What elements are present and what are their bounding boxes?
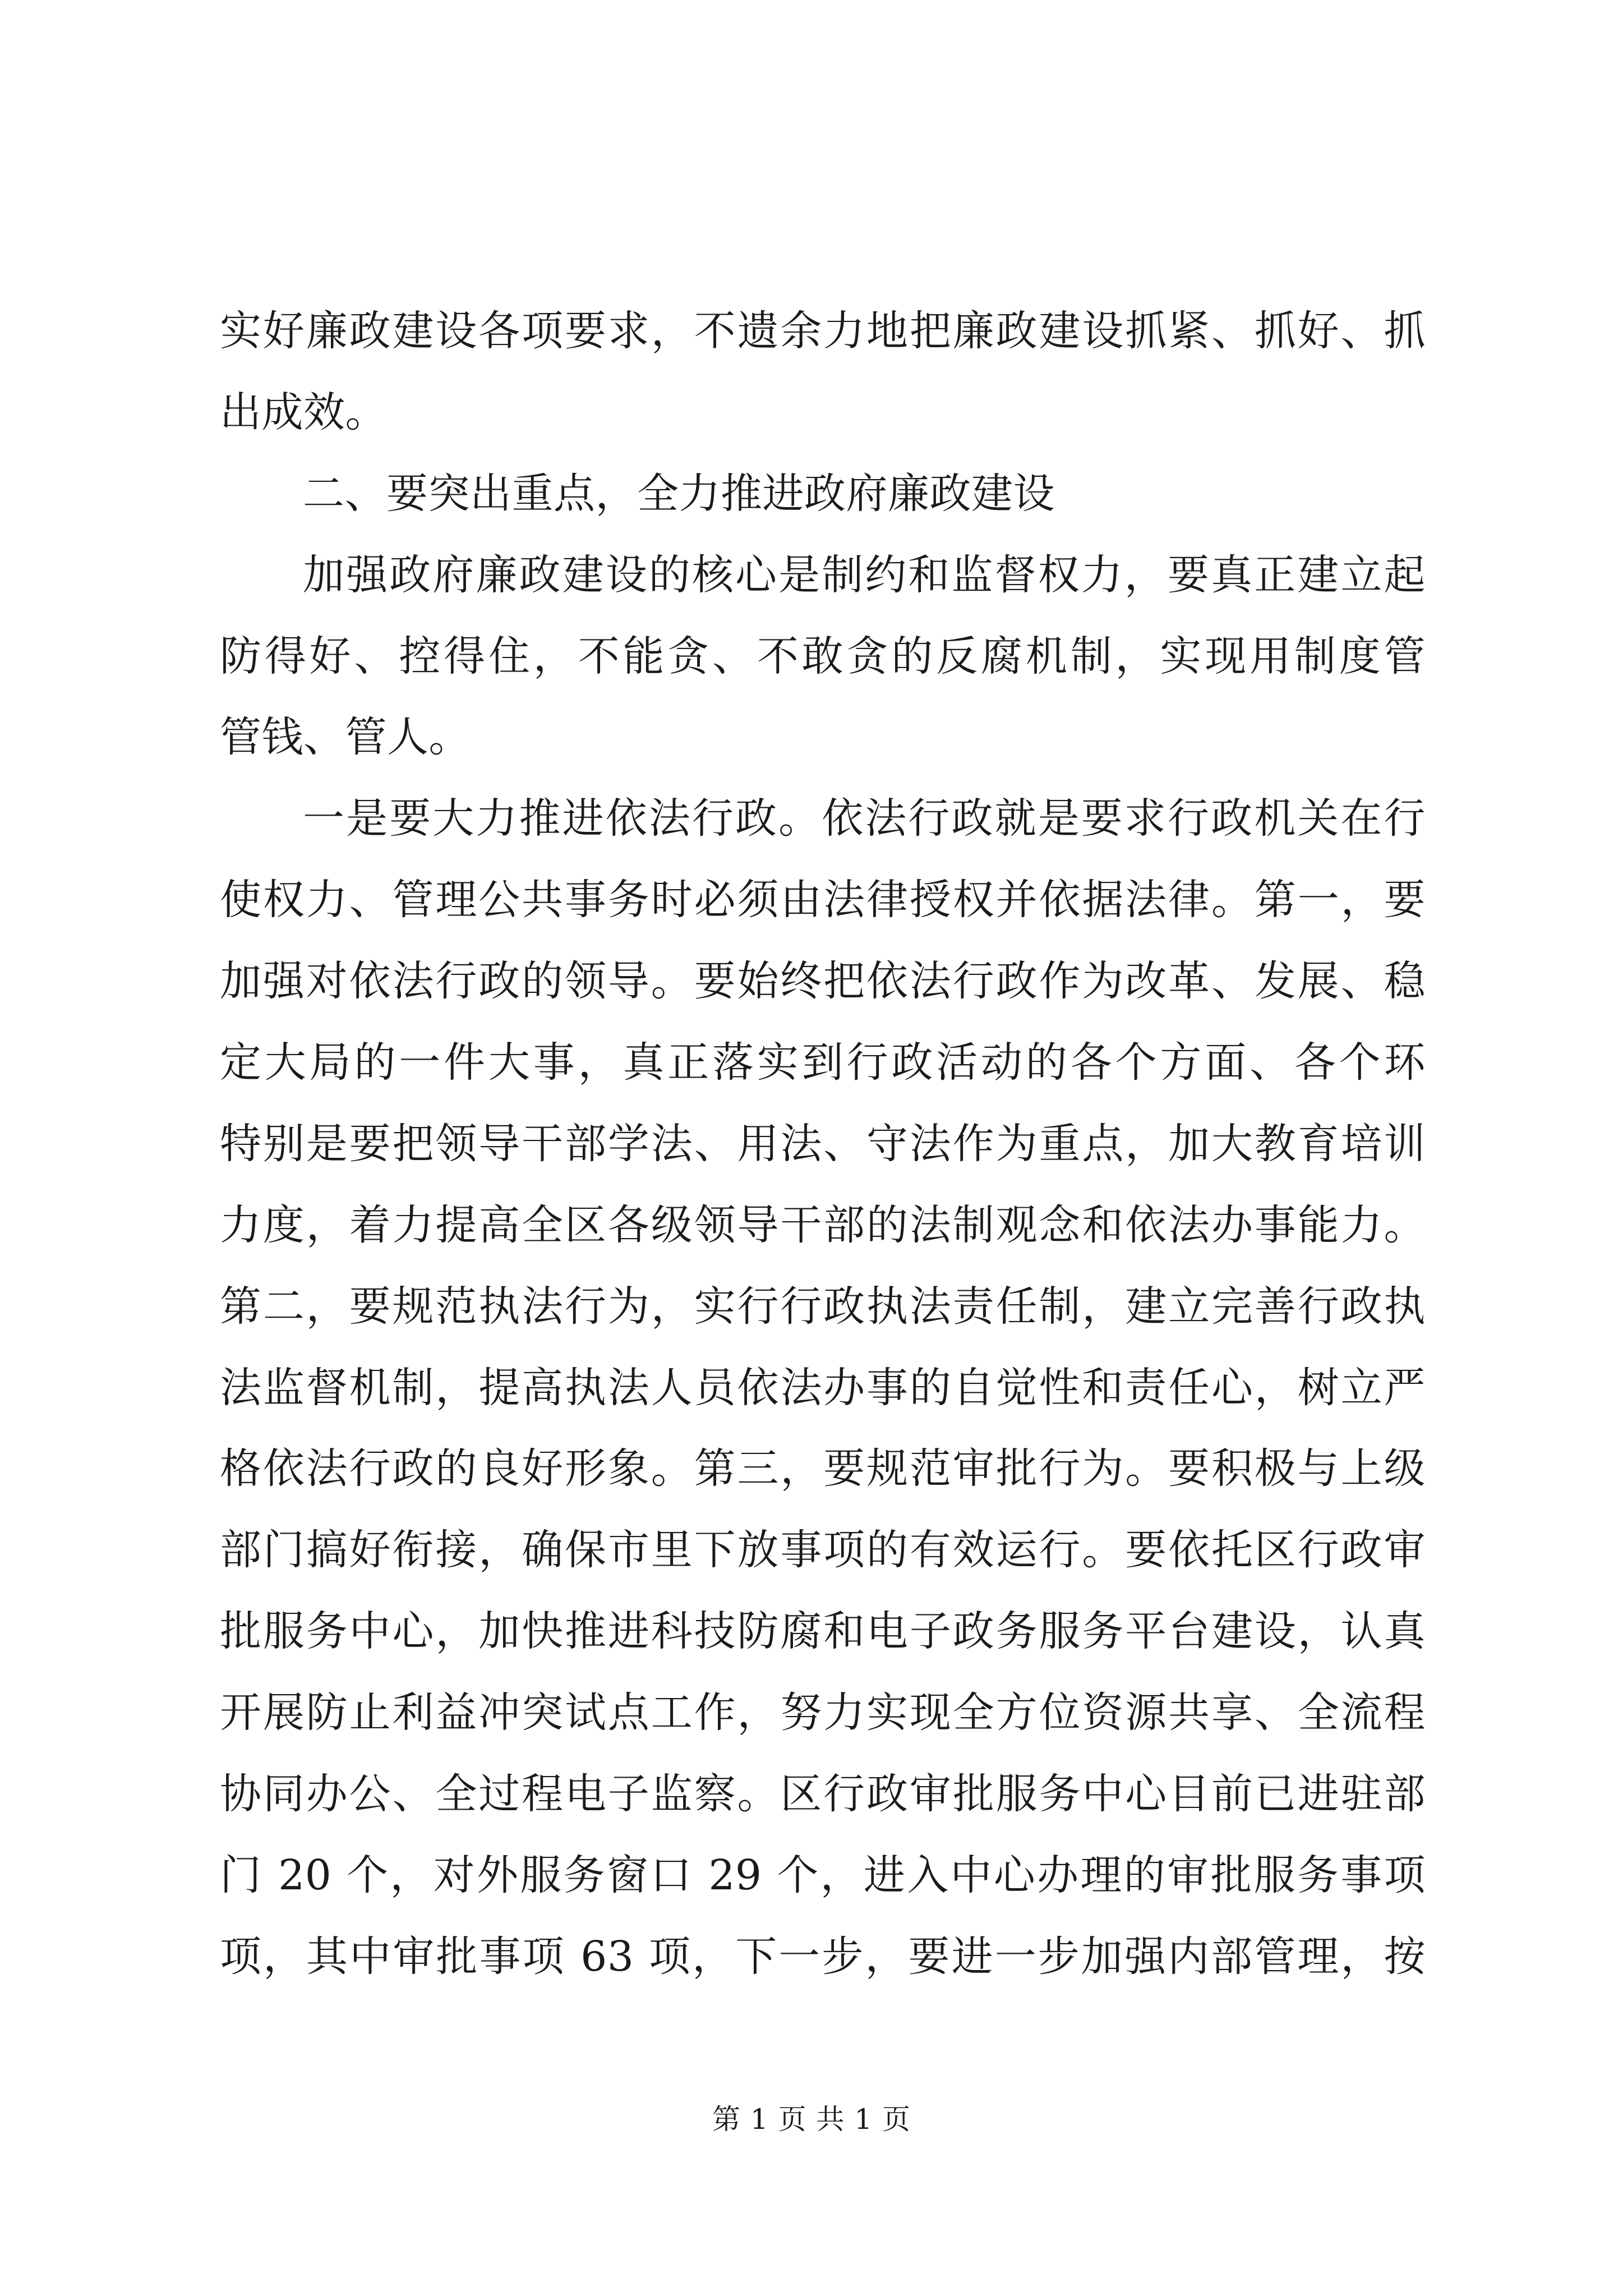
text-line: 使权力、管理公共事务时必须由法律授权并依据法律。第一，要 — [220, 876, 1426, 924]
text-line: 部门搞好衔接，确保市里下放事项的有效运行。要依托区行政审 — [220, 1526, 1426, 1575]
text-line: 特别是要把领导干部学法、用法、守法作为重点，加大教育培训 — [220, 1119, 1426, 1168]
text-line: 二、要突出重点，全力推进政府廉政建设 — [303, 469, 1055, 518]
text-line: 第二，要规范执法行为，实行行政执法责任制，建立完善行政执 — [220, 1282, 1426, 1331]
text-line: 一是要大力推进依法行政。依法行政就是要求行政机关在行 — [303, 794, 1426, 843]
text-line: 力度，着力提高全区各级领导干部的法制观念和依法办事能力。 — [220, 1200, 1426, 1249]
text-line: 实好廉政建设各项要求，不遗余力地把廉政建设抓紧、抓好、抓 — [220, 307, 1426, 355]
text-line: 管钱、管人。 — [220, 713, 471, 762]
text-line: 格依法行政的良好形象。第三，要规范审批行为。要积极与上级 — [220, 1444, 1426, 1493]
text-line: 防得好、控得住，不能贪、不敢贪的反腐机制，实现用制度管 — [220, 632, 1426, 680]
text-line: 出成效。 — [220, 388, 387, 436]
text-line: 法监督机制，提高执法人员依法办事的自觉性和责任心，树立严 — [220, 1363, 1426, 1412]
document-body — [220, 291, 1426, 1998]
text-line: 项，其中审批事项 63 项，下一步，要进一步加强内部管理，按 — [220, 1932, 1426, 1981]
text-line: 门 20 个，对外服务窗口 29 个，进入中心办理的审批服务事项 — [220, 1851, 1426, 1899]
text-line: 加强政府廉政建设的核心是制约和监督权力，要真正建立起 — [303, 550, 1426, 599]
text-line: 加强对依法行政的领导。要始终把依法行政作为改革、发展、稳 — [220, 957, 1426, 1006]
text-line: 开展防止利益冲突试点工作，努力实现全方位资源共享、全流程 — [220, 1688, 1426, 1737]
text-line: 协同办公、全过程电子监察。区行政审批服务中心目前已进驻部 — [220, 1770, 1426, 1819]
page-footer: 第 1 页 共 1 页 — [712, 2103, 911, 2136]
text-line: 批服务中心，加快推进科技防腐和电子政务服务平台建设，认真 — [220, 1607, 1426, 1656]
text-line: 定大局的一件大事，真正落实到行政活动的各个方面、各个环 — [220, 1038, 1426, 1087]
